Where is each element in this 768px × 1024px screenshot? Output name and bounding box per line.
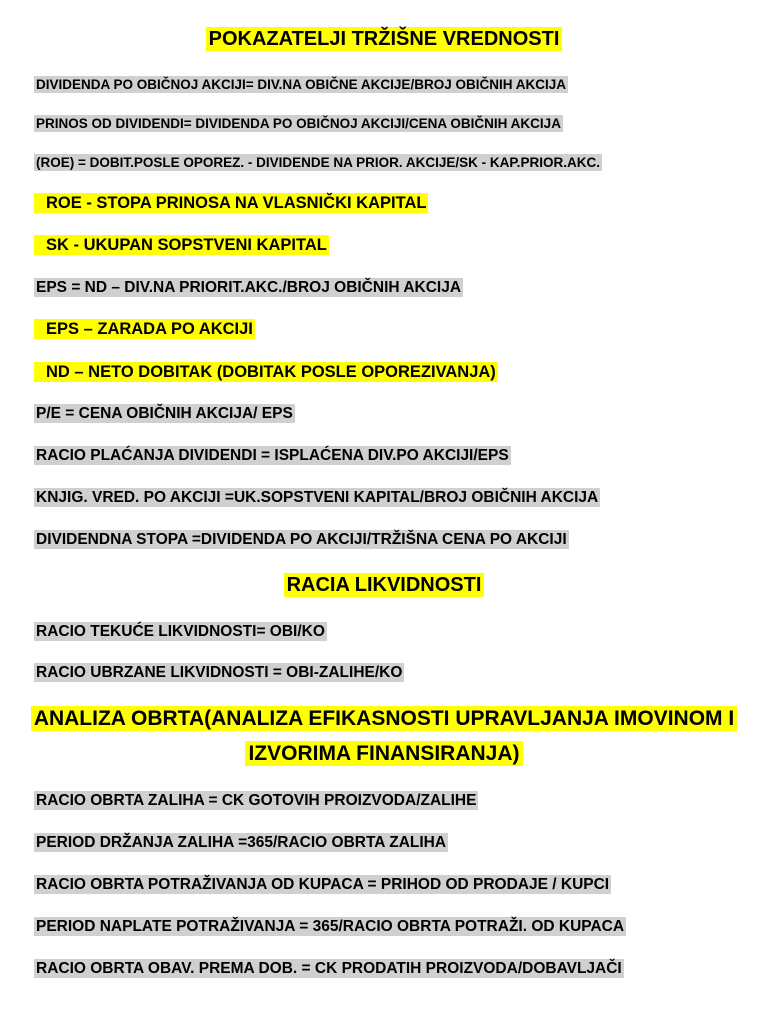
formula-line: RACIO OBRTA OBAV. PREMA DOB. = CK PRODATIH PROIZVODA/DOBAVLJAČI bbox=[36, 960, 622, 977]
formula-line: PERIOD DRŽANJA ZALIHA =365/RACIO OBRTA ZALIHA bbox=[36, 834, 447, 851]
formula-line: DIVIDENDA PO OBIČNOJ AKCIJI= DIV.NA OBIČNE AKCIJE/BROJ OBIČNIH AKCIJA bbox=[36, 77, 566, 92]
formula-line: RACIO PLAĆANJA DIVIDENDI = ISPLAĆENA DIV.PO AKCIJI/EPS bbox=[36, 447, 509, 464]
formula-line: EPS = ND – DIV.NA PRIORIT.AKC./BROJ OBIČNIH AKCIJA bbox=[36, 279, 462, 296]
formula-line: DIVIDENDNA STOPA =DIVIDENDA PO AKCIJI/TRŽIŠNA CENA PO AKCIJI bbox=[36, 531, 567, 548]
section-title-liquidity: RACIA LIKVIDNOSTI bbox=[0, 574, 768, 597]
formula-line: (ROE) = DOBIT.POSLE OPOREZ. - DIVIDENDE NA PRIOR. AKCIJE/SK - KAP.PRIOR.AKC. bbox=[36, 155, 600, 170]
formula-line: RACIO UBRZANE LIKVIDNOSTI = OBI-ZALIHE/KO bbox=[36, 664, 403, 681]
section-title-turnover: ANALIZA OBRTA(ANALIZA EFIKASNOSTI UPRAVLJANJA IMOVINOM I bbox=[0, 707, 768, 731]
definition-line: ROE - STOPA PRINOSA NA VLASNIČKI KAPITAL bbox=[34, 194, 428, 213]
formula-line: KNJIG. VRED. PO AKCIJI =UK.SOPSTVENI KAPITAL/BROJ OBIČNIH AKCIJA bbox=[36, 489, 599, 506]
formula-line: P/E = CENA OBIČNIH AKCIJA/ EPS bbox=[36, 405, 293, 422]
formula-line: PERIOD NAPLATE POTRAŽIVANJA = 365/RACIO OBRTA POTRAŽI. OD KUPACA bbox=[36, 918, 625, 935]
formula-line: RACIO TEKUĆE LIKVIDNOSTI= OBI/KO bbox=[36, 623, 325, 640]
definition-line: ND – NETO DOBITAK (DOBITAK POSLE OPOREZIVANJA) bbox=[34, 363, 498, 382]
formula-line: PRINOS OD DIVIDENDI= DIVIDENDA PO OBIČNOJ AKCIJI/CENA OBIČNIH AKCIJA bbox=[36, 116, 561, 131]
section-title-turnover-cont: IZVORIMA FINANSIRANJA) bbox=[0, 742, 768, 766]
section-title-market: POKAZATELJI TRŽIŠNE VREDNOSTI bbox=[0, 28, 768, 51]
definition-line: EPS – ZARADA PO AKCIJI bbox=[34, 320, 255, 339]
formula-line: RACIO OBRTA ZALIHA = CK GOTOVIH PROIZVODA/ZALIHE bbox=[36, 792, 477, 809]
formula-line: RACIO OBRTA POTRAŽIVANJA OD KUPACA = PRIHOD OD PRODAJE / KUPCI bbox=[36, 876, 610, 893]
definition-line: SK - UKUPAN SOPSTVENI KAPITAL bbox=[34, 236, 329, 255]
